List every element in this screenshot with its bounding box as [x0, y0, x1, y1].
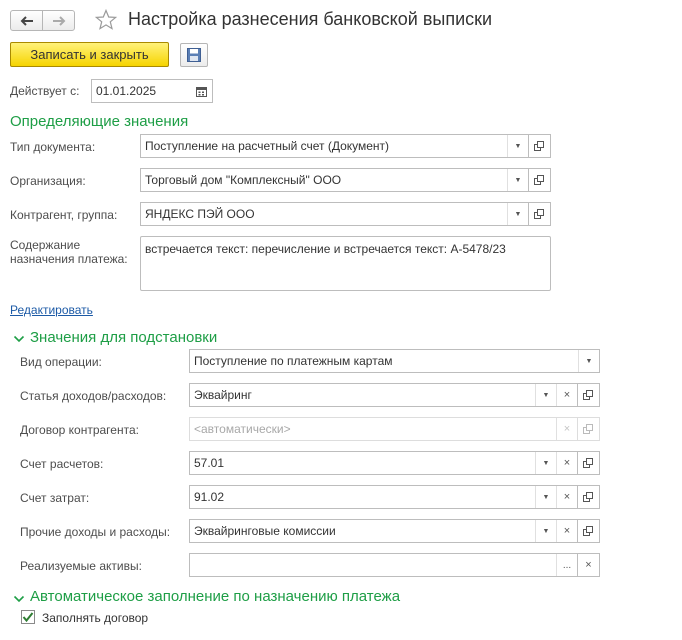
operation-type-value: Поступление по платежным картам [194, 354, 393, 368]
cost-account-value: 91.02 [194, 490, 225, 504]
cost-account-open-button[interactable] [578, 485, 600, 509]
purpose-label: Содержание назначения платежа: [10, 238, 128, 266]
counterparty-value: ЯНДЕКС ПЭЙ ООО [145, 207, 255, 221]
open-window-icon [583, 424, 594, 435]
sold-assets-select-button[interactable] [556, 554, 577, 576]
other-income-expense-dropdown-button[interactable] [535, 520, 556, 542]
open-window-icon [583, 526, 594, 537]
contract-select [189, 417, 578, 441]
doc-type-label: Тип документа: [10, 140, 96, 154]
sold-assets-value [190, 554, 556, 576]
calendar-icon [196, 86, 207, 97]
defining-values-heading: Определяющие значения [10, 113, 189, 130]
calendar-button[interactable] [191, 80, 212, 102]
checkmark-icon [22, 611, 34, 623]
chevron-down-icon: ▼ [542, 493, 550, 501]
floppy-disk-icon [187, 48, 201, 62]
chevron-down-icon: ▼ [585, 357, 593, 365]
close-icon: × [563, 389, 571, 401]
close-icon: × [563, 491, 571, 503]
chevron-down-icon: ▼ [514, 176, 522, 184]
sold-assets-label: Реализуемые активы: [20, 559, 142, 573]
open-window-icon [583, 458, 594, 469]
ellipsis-icon: ... [562, 559, 572, 571]
sold-assets-clear-button[interactable] [578, 553, 600, 577]
arrow-right-icon [52, 16, 66, 26]
close-icon: × [585, 559, 592, 571]
counterparty-label: Контрагент, группа: [10, 208, 118, 222]
fill-contract-label[interactable]: Заполнять договор [42, 611, 149, 625]
chevron-down-icon[interactable] [13, 333, 25, 345]
organization-label: Организация: [10, 174, 86, 188]
cost-account-label: Счет затрат: [20, 491, 90, 505]
arrow-left-icon [20, 16, 34, 26]
favorite-star-icon[interactable] [94, 8, 118, 32]
income-expense-item-label: Статья доходов/расходов: [20, 389, 167, 403]
settlement-account-dropdown-button[interactable] [535, 452, 556, 474]
settlement-account-value: 57.01 [194, 456, 225, 470]
settlement-account-select[interactable] [189, 451, 578, 475]
doc-type-open-button[interactable] [529, 134, 551, 158]
chevron-down-icon: ▼ [542, 391, 550, 399]
other-income-expense-select[interactable] [189, 519, 578, 543]
organization-dropdown-button[interactable] [507, 169, 528, 191]
other-income-expense-open-button[interactable] [578, 519, 600, 543]
chevron-down-icon: ▼ [514, 210, 522, 218]
open-window-icon [534, 141, 545, 152]
other-income-expense-label: Прочие доходы и расходы: [20, 525, 171, 539]
open-window-icon [583, 390, 594, 401]
purpose-text-field[interactable]: встречается текст: перечисление и встречается текст: А-5478/23 [140, 236, 551, 291]
doc-type-dropdown-button[interactable] [507, 135, 528, 157]
close-icon: × [563, 525, 571, 537]
organization-select[interactable] [140, 168, 529, 192]
valid-from-label: Действует с: [10, 84, 80, 98]
chevron-down-icon: ▼ [542, 527, 550, 535]
chevron-down-icon: ▼ [514, 142, 522, 150]
doc-type-value: Поступление на расчетный счет (Документ) [145, 139, 390, 153]
counterparty-dropdown-button[interactable] [507, 203, 528, 225]
close-icon: × [563, 423, 571, 435]
open-window-icon [534, 175, 545, 186]
save-button[interactable] [180, 43, 208, 67]
auto-fill-heading[interactable]: Автоматическое заполнение по назначению платежа [30, 588, 401, 605]
contract-clear-button [556, 418, 577, 440]
open-window-icon [583, 492, 594, 503]
doc-type-select[interactable] [140, 134, 529, 158]
other-income-expense-clear-button[interactable] [556, 520, 577, 542]
settlement-account-open-button[interactable] [578, 451, 600, 475]
other-income-expense-value: Эквайринговые комиссии [194, 524, 336, 538]
cost-account-select[interactable] [189, 485, 578, 509]
chevron-down-icon: ▼ [542, 459, 550, 467]
edit-link[interactable]: Редактировать [10, 303, 93, 317]
operation-type-label: Вид операции: [20, 355, 102, 369]
close-icon: × [563, 457, 571, 469]
counterparty-open-button[interactable] [529, 202, 551, 226]
organization-open-button[interactable] [529, 168, 551, 192]
chevron-down-icon[interactable] [13, 593, 25, 605]
cost-account-clear-button[interactable] [556, 486, 577, 508]
substitution-heading[interactable]: Значения для подстановки [30, 329, 218, 346]
organization-value: Торговый дом "Комплексный" ООО [145, 173, 342, 187]
settlement-account-clear-button[interactable] [556, 452, 577, 474]
save-and-close-button[interactable]: Записать и закрыть [10, 42, 169, 67]
operation-type-select[interactable] [189, 349, 600, 373]
income-expense-item-select[interactable] [189, 383, 578, 407]
back-button[interactable] [10, 10, 43, 31]
sold-assets-field[interactable] [189, 553, 578, 577]
valid-from-value: 01.01.2025 [96, 84, 157, 98]
income-expense-item-open-button[interactable] [578, 383, 600, 407]
income-expense-item-dropdown-button[interactable] [535, 384, 556, 406]
contract-open-button [578, 417, 600, 441]
settlement-account-label: Счет расчетов: [20, 457, 104, 471]
contract-label: Договор контрагента: [20, 423, 139, 437]
fill-contract-checkbox[interactable] [21, 610, 35, 624]
open-window-icon [534, 209, 545, 220]
income-expense-item-value: Эквайринг [194, 388, 252, 402]
page-title: Настройка разнесения банковской выписки [128, 9, 493, 29]
operation-type-dropdown-button[interactable] [578, 350, 599, 372]
income-expense-item-clear-button[interactable] [556, 384, 577, 406]
cost-account-dropdown-button[interactable] [535, 486, 556, 508]
forward-button[interactable] [42, 10, 75, 31]
valid-from-date-field[interactable] [91, 79, 213, 103]
contract-placeholder: <автоматически> [194, 422, 291, 436]
counterparty-select[interactable] [140, 202, 529, 226]
